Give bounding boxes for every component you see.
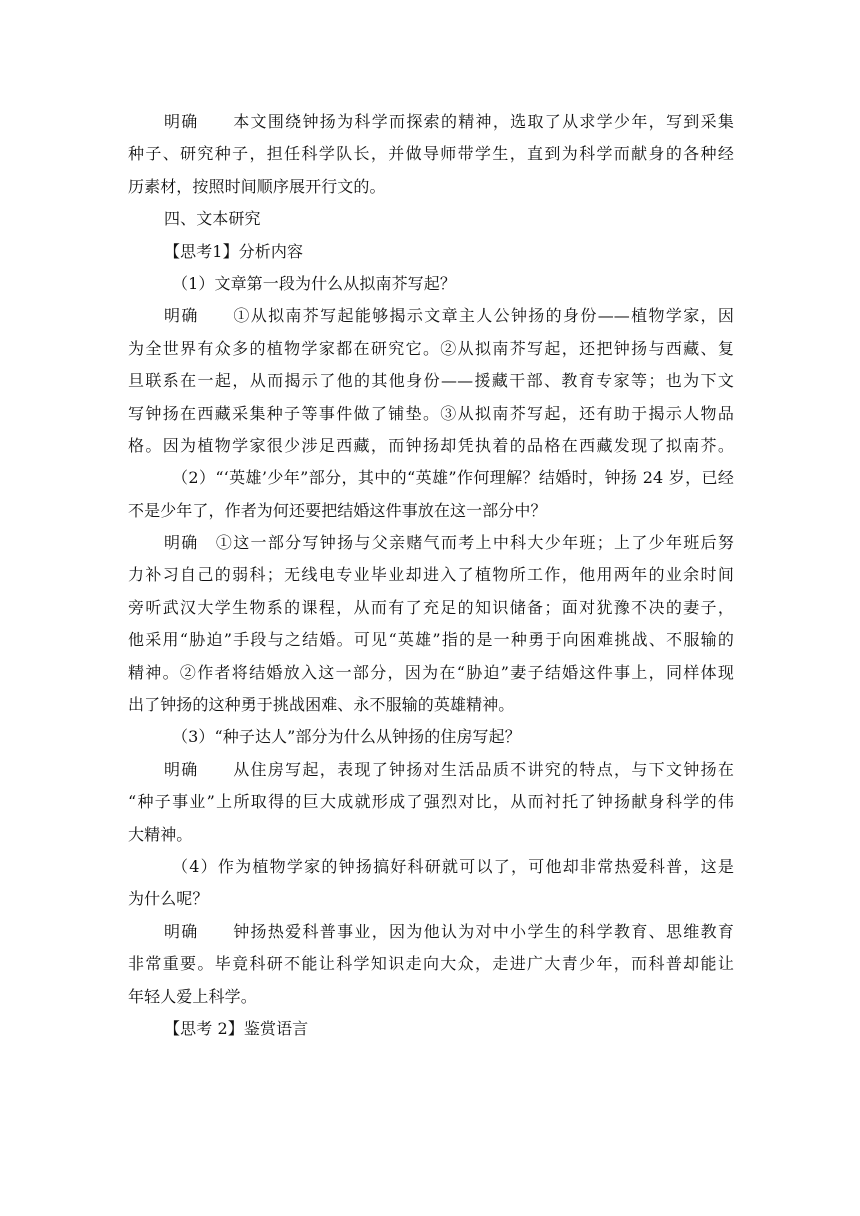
text-line: 非常重要。毕竟科研不能让科学知识走向大众，走进广大青少年，而科普却能让: [128, 954, 734, 974]
text-line: 力补习自己的弱科；无线电专业毕业却进入了植物所工作，他用两年的业余时间: [128, 565, 734, 585]
text-line: 为全世界有众多的植物学家都在研究它。②从拟南芥写起，还把钟扬与西藏、复: [128, 338, 734, 358]
text-line: 出了钟扬的这种勇于挑战困难、永不服输的英雄精神。: [128, 695, 515, 715]
text-line: （2）“‘英雄’少年”部分，其中的“英雄”作何理解？结婚时，钟扬 24 岁，已经: [172, 468, 734, 488]
text-line: 明确 钟扬热爱科普事业，因为他认为对中小学生的科学教育、思维教育: [164, 921, 734, 941]
text-line: 写钟扬在西藏采集种子等事件做了铺垫。③从拟南芥写起，还有助于揭示人物品: [128, 403, 734, 423]
text-line: 旦联系在一起，从而揭示了他的其他身份——援藏干部、教育专家等；也为下文: [128, 371, 734, 391]
text-line: “种子事业”上所取得的巨大成就形成了强烈对比，从而衬托了钟扬献身科学的伟: [128, 792, 734, 812]
text-line: 精神。②作者将结婚放入这一部分，因为在“胁迫”妻子结婚这件事上，同样体现: [128, 662, 734, 682]
text-line: 格。因为植物学家很少涉足西藏，而钟扬却凭执着的品格在西藏发现了拟南芥。: [128, 435, 734, 455]
text-line: 【思考 2】鉴赏语言: [164, 1018, 309, 1038]
text-line: 明确 本文围绕钟扬为科学而探索的精神，选取了从求学少年，写到采集: [164, 112, 734, 131]
text-line: 明确 从住房写起，表现了钟扬对生活品质不讲究的特点，与下文钟扬在: [164, 759, 734, 779]
text-line: （3）“种子达人”部分为什么从钟扬的住房写起？: [172, 727, 521, 747]
text-line: （4）作为植物学家的钟扬搞好科研就可以了，可他却非常热爱科普，这是: [172, 856, 734, 876]
text-line: 历素材，按照时间顺序展开行文的。: [128, 176, 386, 196]
text-line: 不是少年了，作者为何还要把结婚这件事放在这一部分中？: [128, 500, 547, 520]
text-line: 旁听武汉大学生物系的课程，从而有了充足的知识储备；面对犹豫不决的妻子，: [128, 597, 734, 617]
text-line: 他采用“胁迫”手段与之结婚。可见“英雄”指的是一种勇于向困难挑战、不服输的: [128, 630, 734, 650]
text-line: 四、文本研究: [164, 209, 261, 229]
text-line: 明确 ①这一部分写钟扬与父亲赌气而考上中科大少年班；上了少年班后努: [164, 533, 734, 553]
text-line: 年轻人爱上科学。: [128, 986, 257, 1006]
document-body: [128, 106, 734, 1045]
text-line: 明确 ①从拟南芥写起能够揭示文章主人公钟扬的身份——植物学家，因: [164, 306, 734, 326]
text-line: 为什么呢？: [128, 889, 209, 909]
text-line: 大精神。: [128, 824, 193, 844]
text-line: 种子、研究种子，担任科学队长，并做导师带学生，直到为科学而献身的各种经: [128, 144, 734, 164]
text-line: 【思考1】分析内容: [164, 241, 304, 261]
text-line: （1）文章第一段为什么从拟南芥写起？: [172, 273, 456, 293]
